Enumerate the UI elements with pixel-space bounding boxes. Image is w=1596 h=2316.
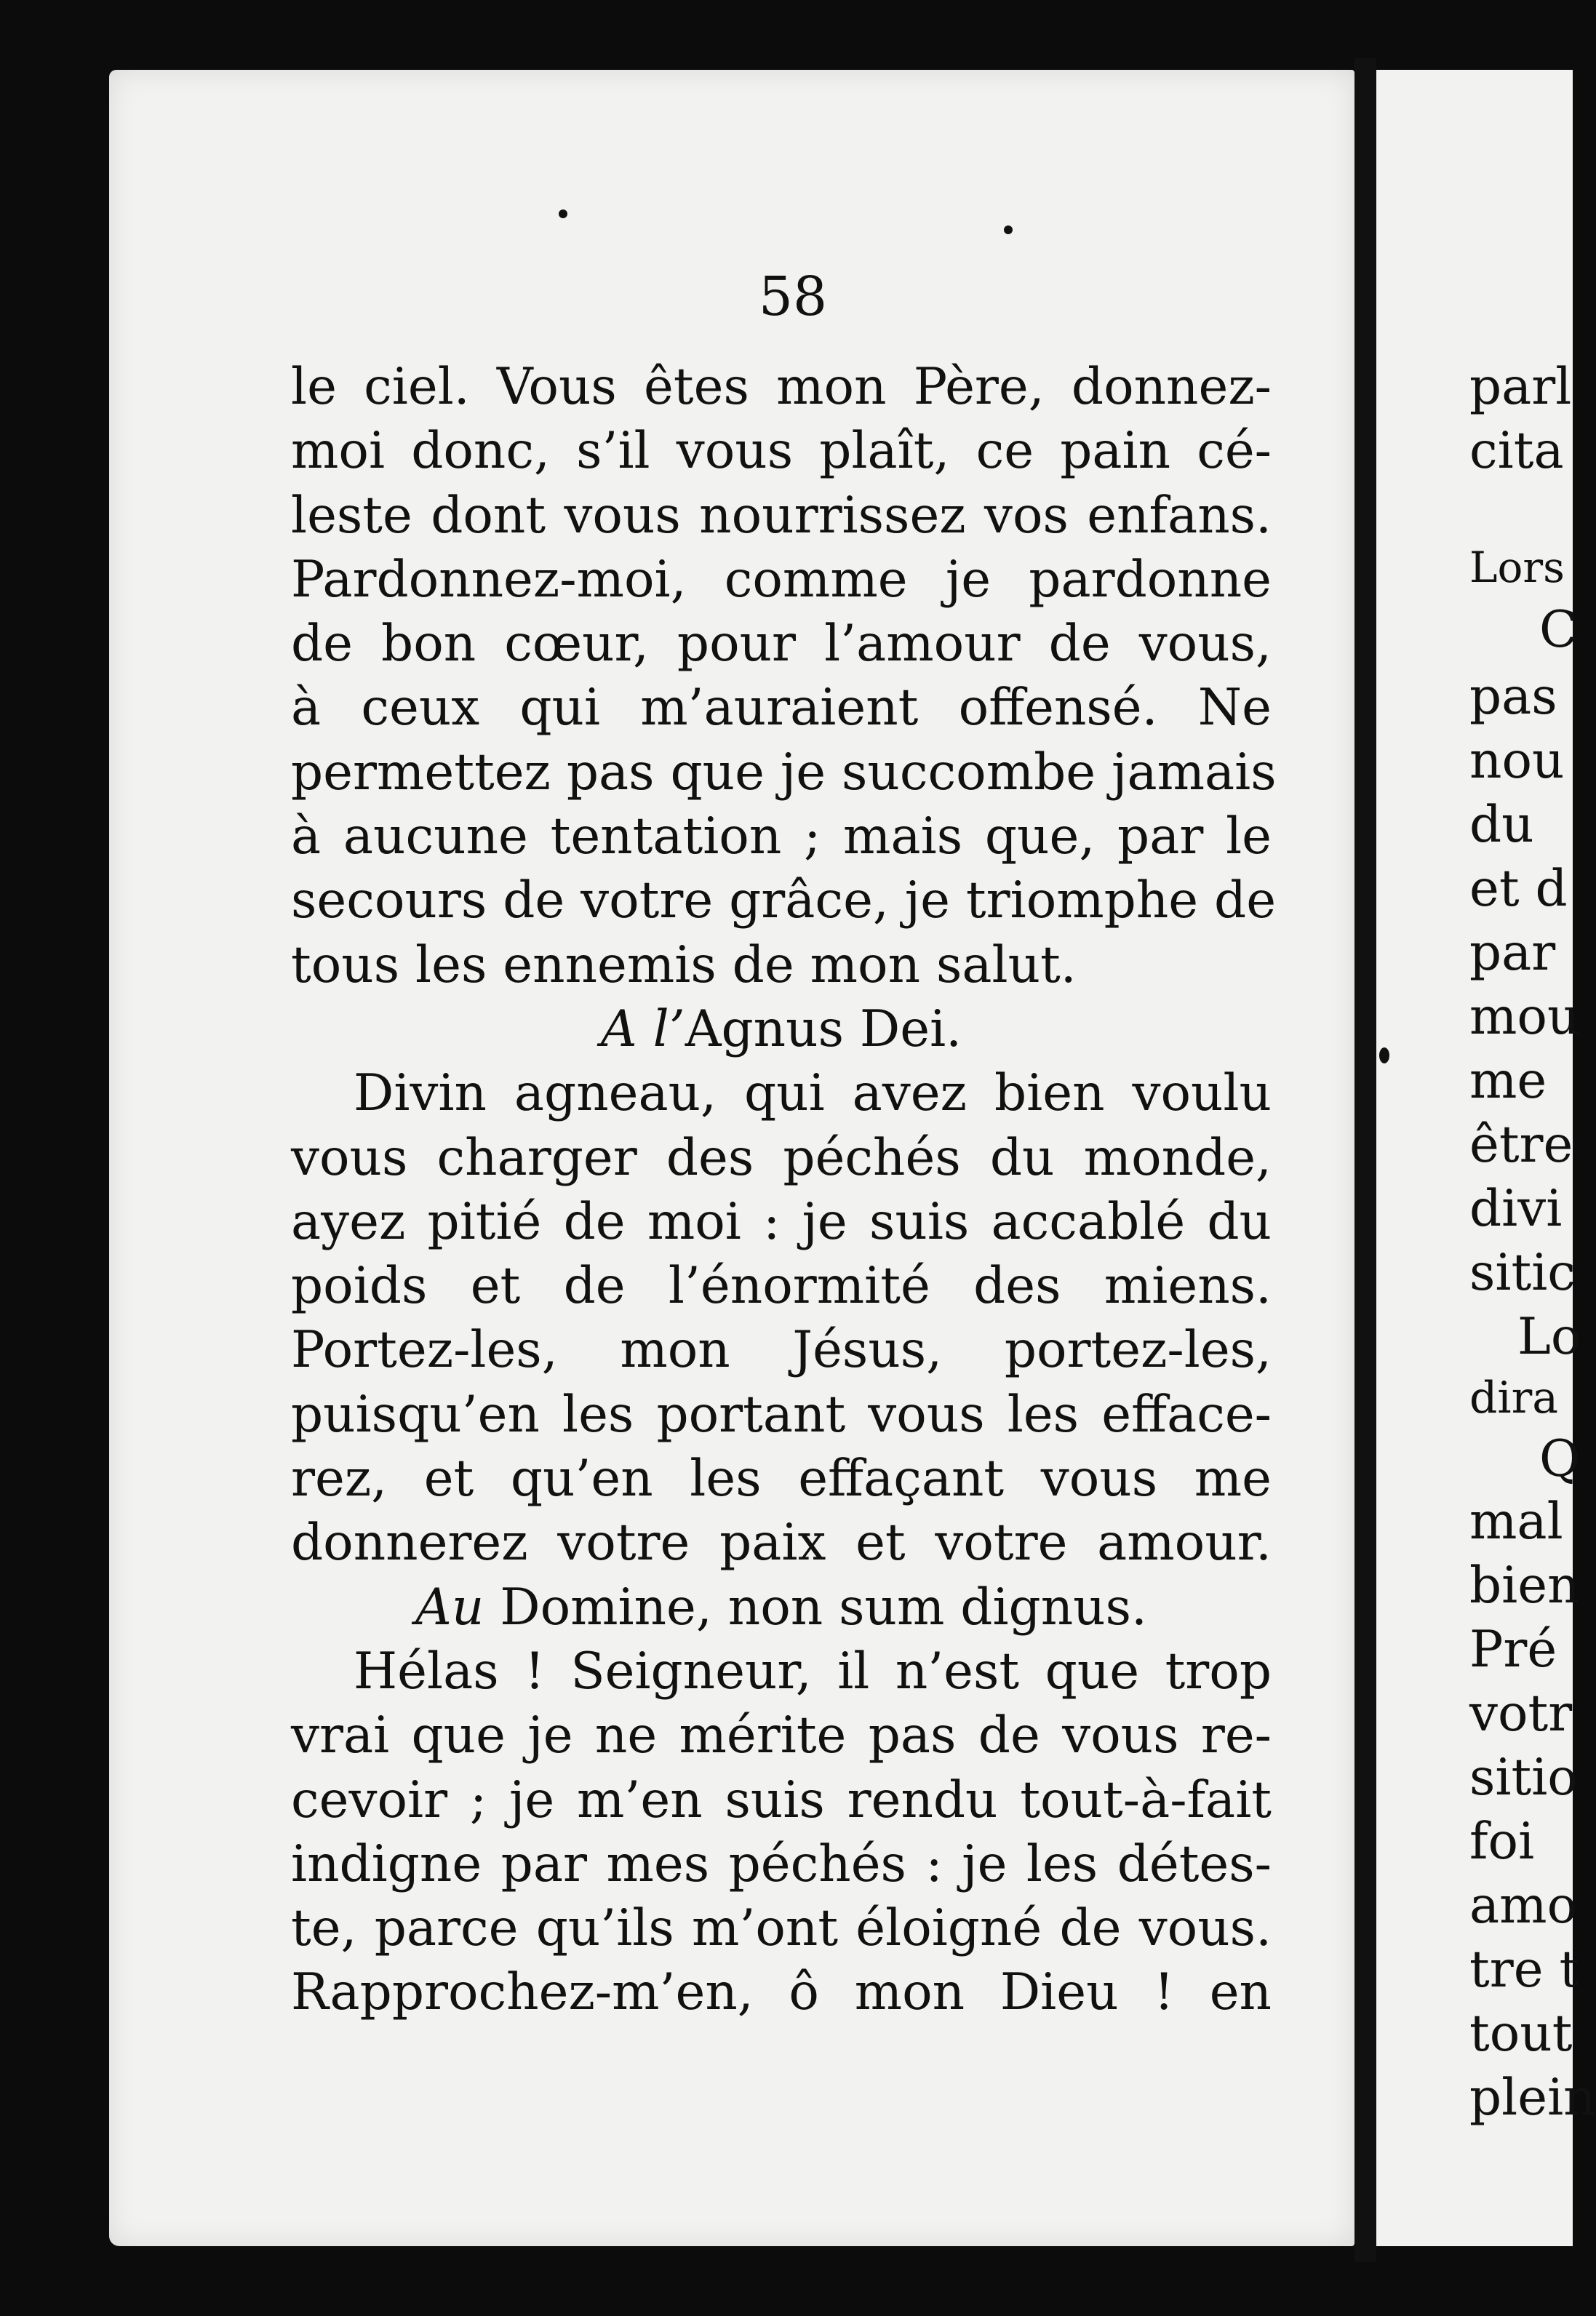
facing-fragment: parl xyxy=(1469,358,1572,416)
facing-fragment: tout xyxy=(1469,2005,1573,2063)
facing-fragment: pas xyxy=(1469,668,1557,726)
text-line: à ceux qui m’auraient offensé. Ne xyxy=(291,679,1272,738)
text-line: poids et de l’énormité des miens. xyxy=(291,1257,1272,1316)
text-line: secours de votre grâce, je triomphe de xyxy=(291,871,1277,930)
facing-fragment: et d xyxy=(1469,860,1568,918)
heading-roman: Agnus Dei. xyxy=(685,999,962,1058)
text-line: tous les ennemis de mon salut. xyxy=(291,935,1077,994)
book-gutter xyxy=(1354,58,1376,2262)
ink-speck xyxy=(559,209,567,218)
text-line: Rapprochez-m’en, ô mon Dieu ! en xyxy=(291,1963,1272,2022)
text-line: ayez pitié de moi : je suis accablé du xyxy=(291,1192,1272,1251)
prayer-text-block xyxy=(291,355,1277,2025)
ink-speck xyxy=(1004,225,1013,234)
facing-fragment: être xyxy=(1469,1116,1573,1174)
text-line: moi donc, s’il vous plaît, ce pain cé- xyxy=(291,422,1272,481)
facing-fragment: sitic xyxy=(1469,1244,1576,1302)
text-line: rez, et qu’en les effaçant vous me xyxy=(291,1450,1272,1509)
text-line: vous charger des péchés du monde, xyxy=(291,1128,1272,1187)
text-line: permettez pas que je succombe jamais xyxy=(291,743,1277,802)
text-line: leste dont vous nourrissez vos enfans. xyxy=(291,486,1272,545)
section-heading-agnus-dei xyxy=(291,997,1272,1061)
facing-fragment: foi xyxy=(1469,1813,1535,1871)
facing-fragment: sitio xyxy=(1469,1749,1578,1807)
facing-fragment: Q xyxy=(1539,1430,1581,1488)
facing-fragment: bien xyxy=(1469,1557,1580,1615)
text-line: Divin agneau, qui avez bien voulu xyxy=(354,1064,1272,1123)
text-line: indigne par mes péchés : je les détes- xyxy=(291,1834,1272,1893)
text-line: le ciel. Vous êtes mon Père, donnez- xyxy=(291,358,1272,416)
facing-fragment: mal xyxy=(1469,1493,1563,1551)
facing-fragment: votr xyxy=(1469,1685,1573,1743)
text-line: puisqu’en les portant vous les efface- xyxy=(291,1385,1272,1444)
facing-fragment: par xyxy=(1469,924,1556,982)
text-line: Hélas ! Seigneur, il n’est que trop xyxy=(354,1642,1272,1701)
text-line: donnerez votre paix et votre amour. xyxy=(291,1514,1272,1573)
facing-fragment: dira xyxy=(1469,1373,1559,1423)
text-line: te, parce qu’ils m’ont éloigné de vous. xyxy=(291,1899,1272,1958)
facing-fragment: tre t xyxy=(1469,1941,1580,1999)
facing-fragment: Lo xyxy=(1517,1308,1581,1366)
text-line: à aucune tentation ; mais que, par le xyxy=(291,807,1272,866)
facing-fragment: Lors xyxy=(1469,543,1565,592)
page-number: 58 xyxy=(758,265,828,328)
text-line: cevoir ; je m’en suis rendu tout-à-fait xyxy=(291,1770,1272,1829)
facing-fragment: nou xyxy=(1469,732,1565,790)
section-heading-domine xyxy=(291,1576,1272,1640)
text-line: vrai que je ne mérite pas de vous re- xyxy=(291,1706,1272,1765)
facing-fragment: Pré xyxy=(1469,1621,1557,1679)
ink-speck xyxy=(1379,1047,1389,1063)
facing-fragment: mou xyxy=(1469,988,1580,1046)
facing-fragment: divi xyxy=(1469,1180,1563,1238)
heading-italic: A l’ xyxy=(600,999,685,1058)
text-line: de bon cœur, pour l’amour de vous, xyxy=(291,615,1272,674)
facing-fragment: C xyxy=(1539,601,1578,659)
heading-roman: Domine, non sum dignus. xyxy=(500,1578,1147,1637)
facing-fragment: amo xyxy=(1469,1877,1578,1935)
text-line: Portez-les, mon Jésus, portez-les, xyxy=(291,1321,1272,1380)
heading-italic: Au xyxy=(415,1578,484,1637)
facing-fragment: me xyxy=(1469,1052,1547,1110)
facing-fragment: cita xyxy=(1469,422,1564,480)
facing-fragment: plein xyxy=(1469,2069,1596,2127)
text-line: Pardonnez-moi, comme je pardonne xyxy=(291,550,1272,609)
facing-fragment: du xyxy=(1469,796,1534,854)
